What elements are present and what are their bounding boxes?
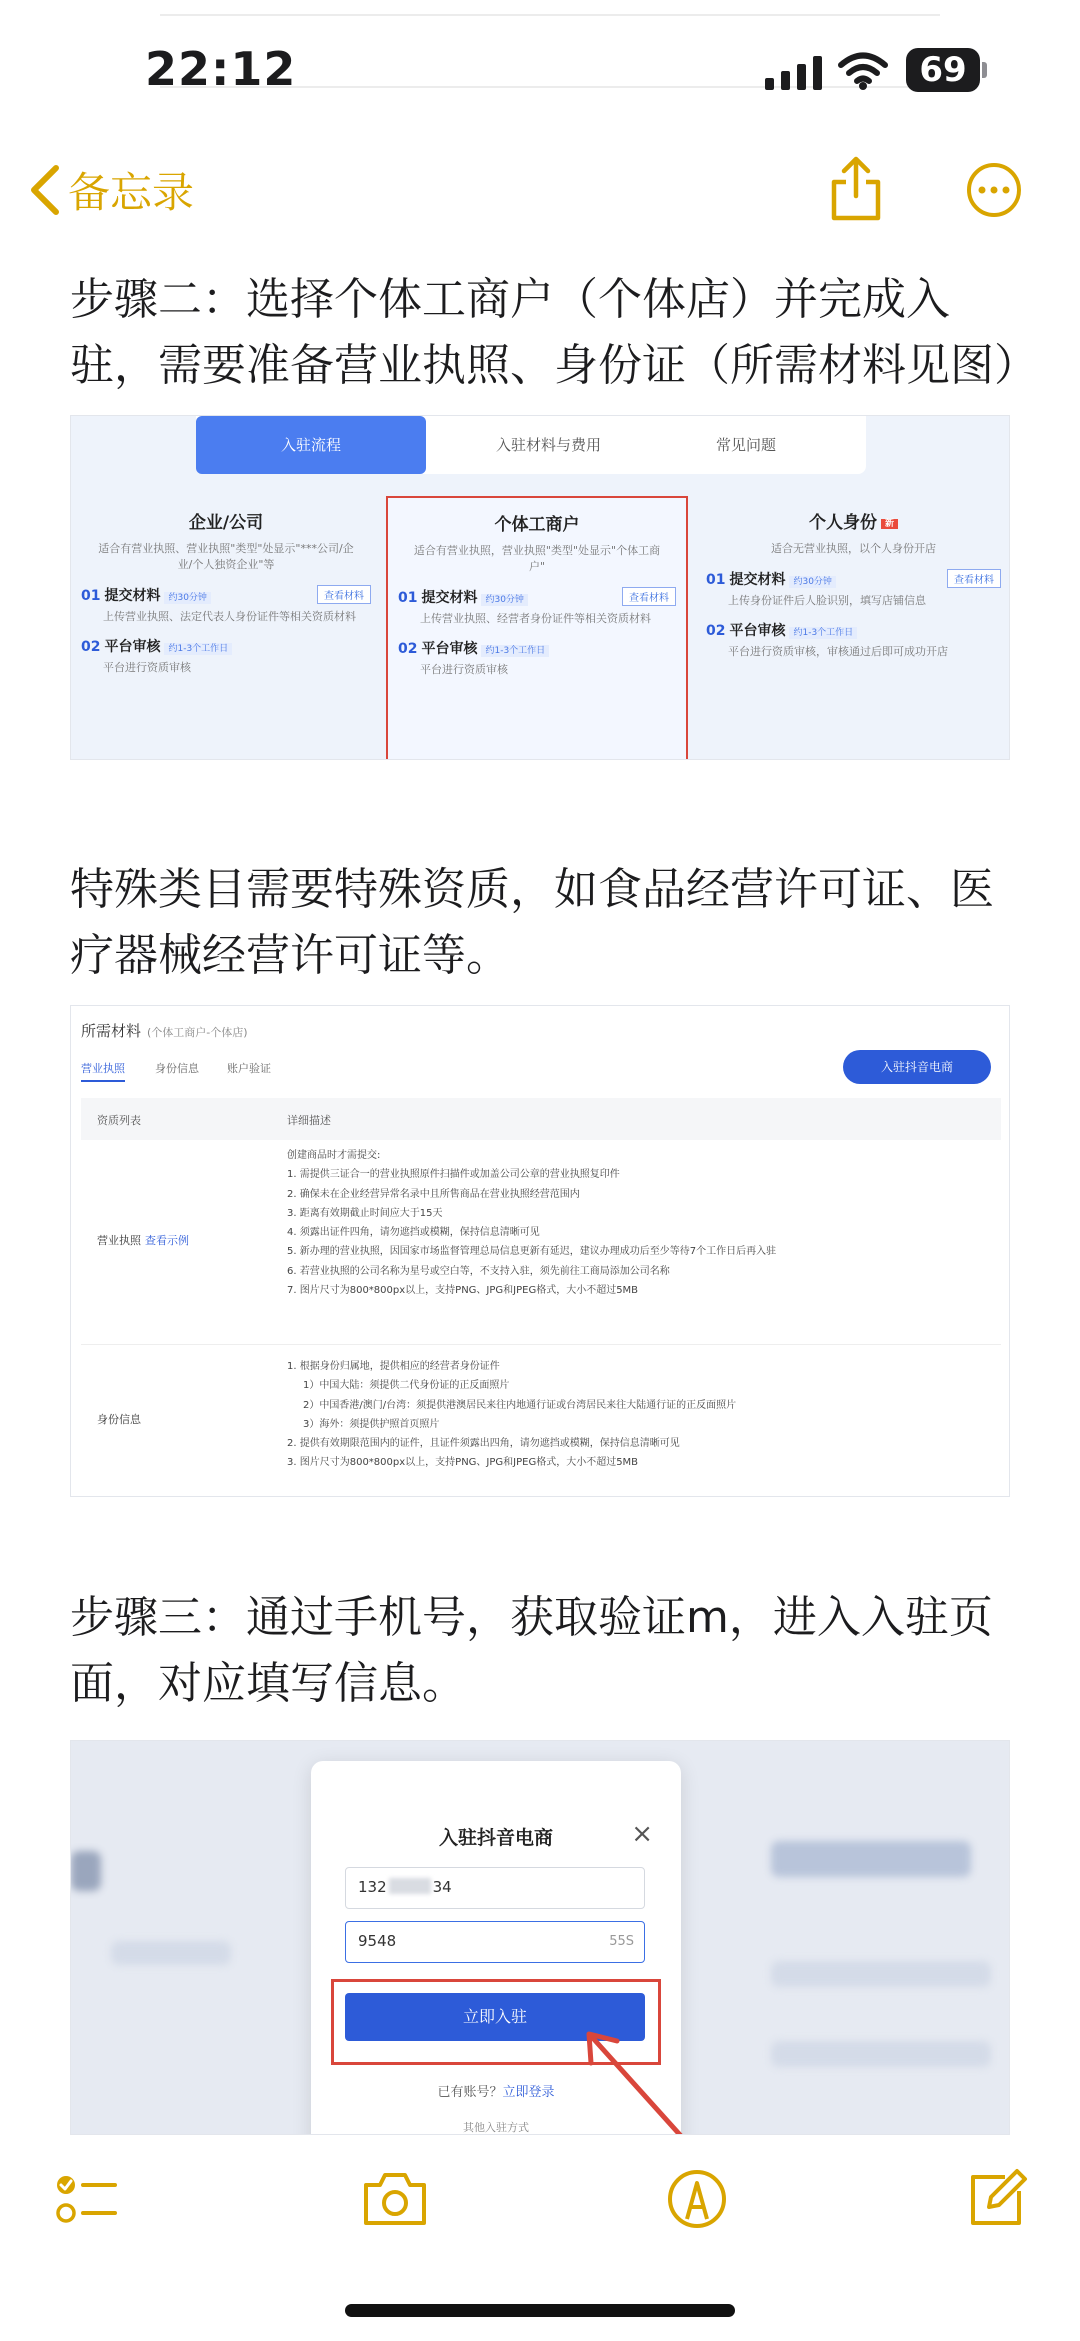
image-tab: 营业执照 bbox=[81, 1060, 125, 1082]
login-prompt: 已有账号？立即登录 bbox=[437, 2085, 555, 2100]
image-tab: 账户验证 bbox=[227, 1062, 271, 1075]
process-step: 02 平台审核 约1-3个工作日 平台进行资质审核，审核通过后即可成功开店 bbox=[706, 623, 948, 658]
process-step: 02 平台审核 约1-3个工作日 平台进行资质审核 bbox=[388, 638, 686, 677]
note-image-required-materials[interactable] bbox=[70, 1005, 1010, 1497]
blurred-background bbox=[771, 2041, 991, 2067]
status-time: 22:12 bbox=[145, 42, 297, 96]
blurred-background bbox=[71, 1851, 101, 1891]
note-paragraph[interactable]: 步骤二：选择个体工商户（个体店）并完成入驻，需要准备营业执照、身份证（所需材料见图） bbox=[70, 274, 1038, 391]
column-desc: 适合有营业执照，营业执照"类型"处显示"个体工商户" bbox=[413, 544, 661, 573]
image-heading: 所需材料 (个体工商户-个体店) bbox=[81, 1022, 248, 1040]
ellipsis-circle-icon[interactable] bbox=[966, 162, 1022, 218]
table-header: 资质列表 详细描述 bbox=[81, 1098, 1001, 1140]
camera-icon[interactable] bbox=[360, 2167, 430, 2231]
other-methods-label: 其他入驻方式 bbox=[463, 2121, 529, 2134]
merchant-type-column bbox=[696, 496, 1010, 760]
column-title: 个体工商户 bbox=[494, 515, 580, 535]
row-key: 营业执照 查看示例 bbox=[97, 1234, 189, 1247]
table-row bbox=[81, 1140, 1001, 1345]
process-step: 01 提交材料 约30分钟 查看材料 上传营业执照、经营者身份证件等相关资质材料 bbox=[388, 587, 686, 626]
view-example-link: 查看示例 bbox=[145, 1234, 189, 1247]
countdown: 55S bbox=[609, 1934, 634, 1949]
cellular-signal-icon bbox=[765, 56, 823, 90]
chevron-left-icon bbox=[28, 164, 62, 216]
wifi-icon bbox=[838, 52, 888, 90]
column-title: 个人身份 新 bbox=[696, 508, 1010, 533]
login-link: 立即登录 bbox=[502, 2085, 555, 2100]
phone-input: 132 34 bbox=[345, 1867, 645, 1909]
column-desc: 适合有营业执照、营业执照"类型"处显示"***公司/企业/个人独资企业"等 bbox=[98, 542, 354, 571]
merchant-type-column-highlighted bbox=[386, 496, 688, 760]
submit-button: 立即入驻 bbox=[345, 1993, 645, 2041]
compose-icon[interactable] bbox=[965, 2167, 1029, 2231]
blurred-background bbox=[771, 1961, 991, 1987]
image-tab: 身份信息 bbox=[155, 1062, 199, 1075]
image-tab-bar bbox=[196, 416, 866, 474]
modal-title: 入驻抖音电商 bbox=[438, 1827, 553, 1849]
back-button[interactable] bbox=[28, 158, 194, 222]
image-tab: 常见问题 bbox=[716, 436, 777, 454]
battery-indicator: 69 bbox=[906, 48, 980, 92]
image-tab: 入驻流程 bbox=[196, 416, 426, 474]
process-step: 01 提交材料 约30分钟 查看材料 上传身份证件后人脸识别，填写店铺信息 bbox=[696, 569, 1010, 608]
column-desc: 适合无营业执照，以个人身份开店 bbox=[771, 542, 936, 555]
image-cta-button: 入驻抖音电商 bbox=[843, 1050, 991, 1084]
checklist-icon[interactable] bbox=[55, 2167, 119, 2231]
note-paragraph[interactable]: 步骤三：通过手机号，获取验证m，进入入驻页面，对应填写信息。 bbox=[70, 1592, 993, 1709]
annotation-arrow-icon bbox=[571, 2021, 691, 2135]
merchant-type-column bbox=[71, 496, 381, 760]
markup-pen-icon[interactable] bbox=[665, 2167, 729, 2231]
back-label: 备忘录 bbox=[68, 168, 195, 217]
masked-digits bbox=[389, 1878, 431, 1894]
image-tab: 入驻材料与费用 bbox=[496, 436, 602, 454]
battery-tip bbox=[982, 62, 987, 78]
column-title: 企业/公司 bbox=[188, 513, 264, 533]
blurred-background bbox=[771, 1841, 971, 1877]
table-row bbox=[81, 1345, 1001, 1495]
share-icon[interactable] bbox=[826, 154, 886, 224]
process-step: 02 平台审核 约1-3个工作日 平台进行资质审核 bbox=[71, 636, 381, 675]
status-bar bbox=[0, 0, 1080, 140]
note-paragraph[interactable]: 特殊类目需要特殊资质，如食品经营许可证、医疗器械经营许可证等。 bbox=[70, 864, 994, 981]
home-indicator[interactable] bbox=[345, 2304, 735, 2317]
new-badge: 新 bbox=[881, 519, 898, 529]
row-key: 身份信息 bbox=[97, 1413, 141, 1426]
close-icon: × bbox=[631, 1819, 653, 1849]
row-value: 1. 根据身份归属地，提供相应的经营者身份证件 1）中国大陆：须提供二代身份证的正反面照片 2）中国香港/澳门/台湾：须提供港澳居民来往内地通行证或台湾居民来往大陆通行证的正反面照片 3）海外：须提供护照首页照片 2. 提供有效期限范围内的证件，且证件须露出四角，请勿遮挡或模糊，保持信息清晰可见 3. 图片尺寸为800*800px以上，支持PNG、JPG和JPEG格式，大小不超过5MB bbox=[287, 1361, 737, 1469]
row-value: 创建商品时才需提交: 1. 需提供三证合一的营业执照原件扫描件或加盖公司公章的营业执照复印件 2. 确保未在企业经营异常名录中且所售商品在营业执照经营范围内 3. 距离有效期截止时间应大于15天 4. 须露出证件四角，请勿遮挡或模糊，保持信息清晰可见 5. 新办理的营业执照，因国家市场监督管理总局信息更新有延迟，建议办理成功后至少等待7个工作日后再入驻 6. 若营业执照的公司名称为星号或空白等，不支持入驻，须先前往工商局添加公司名称 7. 图片尺寸为800*800px以上，支持PNG、JPG和JPEG格式，大小不超过5MB bbox=[287, 1150, 777, 1297]
blurred-background bbox=[111, 1941, 231, 1965]
note-image-signup-modal[interactable] bbox=[70, 1740, 1010, 2135]
code-input: 9548 55S bbox=[345, 1921, 645, 1963]
note-image-onboarding-process[interactable] bbox=[70, 415, 1010, 760]
process-step: 01 提交材料 约30分钟 查看材料 上传营业执照、法定代表人身份证件等相关资质材料 bbox=[71, 585, 381, 624]
